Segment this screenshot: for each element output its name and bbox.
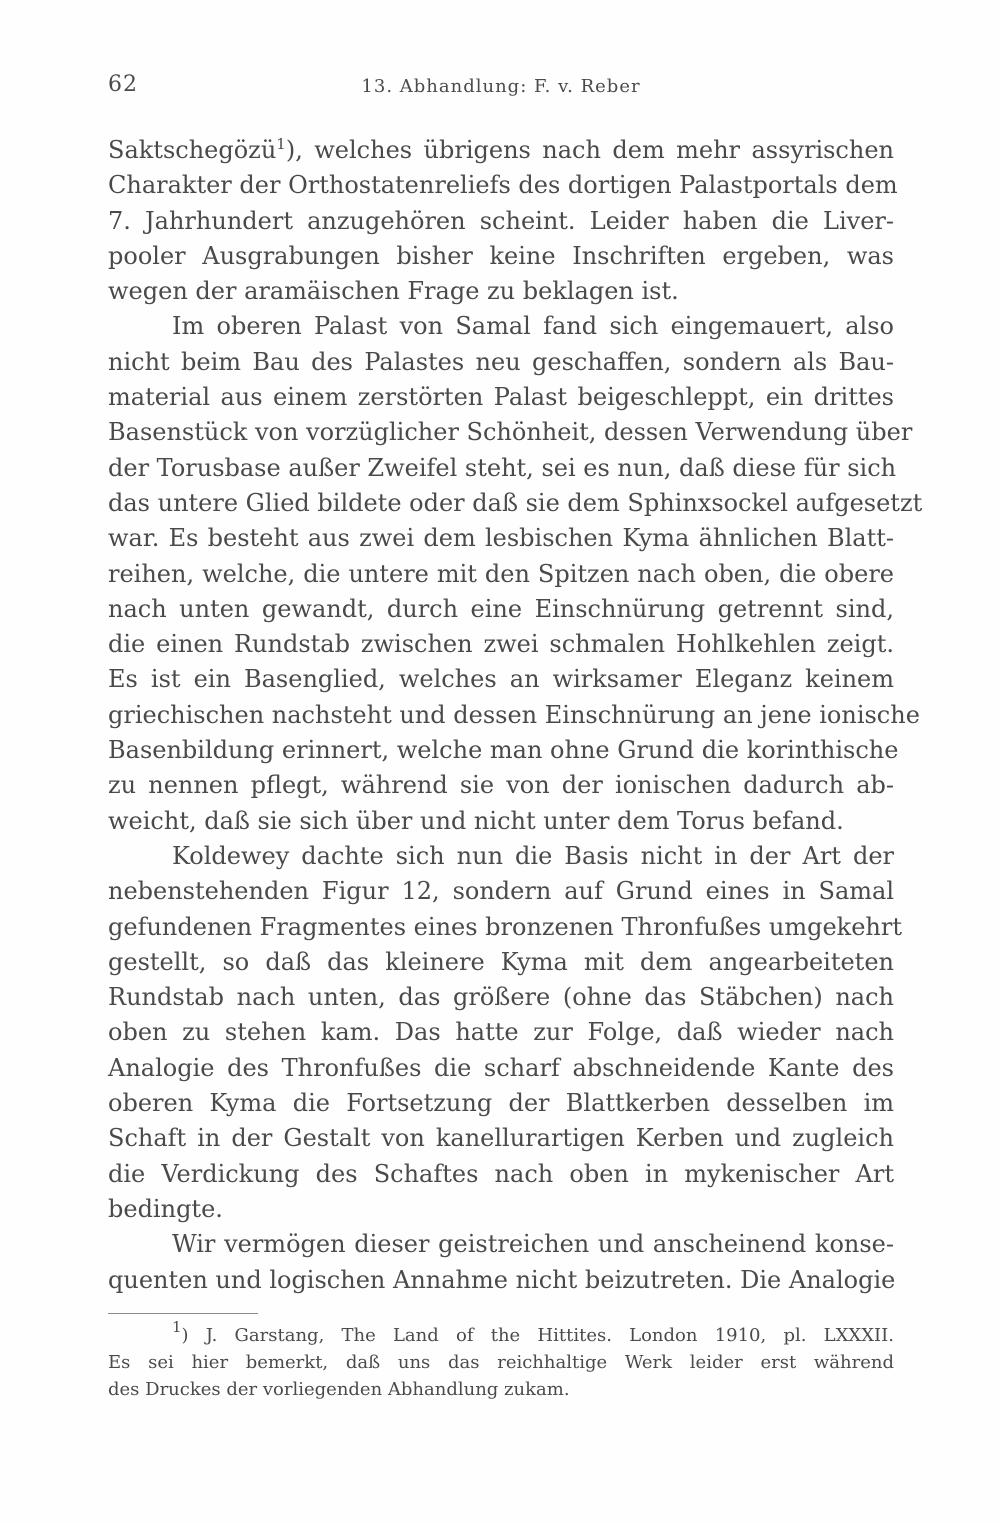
- text-line: reihen, welche, die untere mit den Spitzen nach oben, die obere: [108, 559, 894, 588]
- text-line: nebenstehenden Figur 12, sondern auf Grund eines in Samal: [108, 877, 894, 906]
- text-line: gestellt, so daß das kleinere Kyma mit dem angearbeiteten: [108, 947, 894, 976]
- page-number: 62: [108, 72, 138, 97]
- text-line: zu nennen pflegt, während sie von der ionischen dadurch ab-: [108, 771, 894, 800]
- text-line: Basenbildung erinnert, welche man ohne Grund die korinthische: [108, 736, 899, 765]
- text-line: nach unten gewandt, durch eine Einschnürung getrennt sind,: [108, 594, 894, 623]
- footnote-marker: 1: [172, 1318, 182, 1336]
- text-line: weicht, daß sie sich über und nicht unter dem Torus befand.: [108, 806, 844, 835]
- text-line: quenten und logischen Annahme nicht beizutreten. Die Analogie: [108, 1265, 896, 1294]
- footnote-line: Es sei hier bemerkt, daß uns das reichhaltige Werk leider erst während: [108, 1352, 894, 1373]
- text-line: [108, 133, 894, 168]
- text-line: Schaft in der Gestalt von kanellurartigen Kerben und zugleich: [108, 1124, 894, 1153]
- text-line: der Torusbase außer Zweifel steht, sei es nun, daß diese für sich: [108, 453, 897, 482]
- text-line: das untere Glied bildete oder daß sie dem Sphinxsockel aufgesetzt: [108, 488, 923, 517]
- text-line-rest: ), welches übrigens nach dem mehr assyrischen: [285, 136, 894, 164]
- text-line-start: Saktschegözü: [108, 136, 277, 164]
- text-line: die einen Rundstab zwischen zwei schmalen Hohlkehlen zeigt.: [108, 630, 894, 659]
- text-line: Rundstab nach unten, das größere (ohne das Stäbchen) nach: [108, 983, 894, 1012]
- running-header: [108, 72, 894, 106]
- footnote-line: [108, 1318, 894, 1349]
- text-line: griechischen nachsteht und dessen Einschnürung an jene ionische: [108, 700, 920, 729]
- footnotes: [108, 1318, 894, 1403]
- text-line: Es ist ein Basenglied, welches an wirksamer Eleganz keinem: [108, 665, 894, 694]
- text-line: material aus einem zerstörten Palast beigeschleppt, ein drittes: [108, 383, 894, 412]
- text-line: 7. Jahrhundert anzugehören scheint. Leider haben die Liver-: [108, 206, 894, 235]
- text-line: oben zu stehen kam. Das hatte zur Folge, daß wieder nach: [108, 1018, 894, 1047]
- paragraph-start-line: Koldewey dachte sich nun die Basis nicht in der Art der: [172, 841, 894, 870]
- text-line: wegen der aramäischen Frage zu beklagen ist.: [108, 277, 679, 306]
- text-line: gefundenen Fragmentes eines bronzenen Thronfußes umgekehrt: [108, 912, 902, 941]
- text-line: bedingte.: [108, 1194, 223, 1223]
- body-text: [108, 133, 923, 1298]
- text-line: Analogie des Thronfußes die scharf abschneidende Kante des: [108, 1053, 894, 1082]
- footnote-divider: [108, 1313, 258, 1314]
- text-line: nicht beim Bau des Palastes neu geschaffen, sondern als Bau-: [108, 347, 894, 376]
- text-line: war. Es besteht aus zwei dem lesbischen Kyma ähnlichen Blatt-: [108, 524, 894, 553]
- footnote-text: ) J. Garstang, The Land of the Hittites. London 1910, pl. LXXXII.: [181, 1325, 894, 1346]
- text-line: pooler Ausgrabungen bisher keine Inschriften ergeben, was: [108, 241, 894, 270]
- text-line: die Verdickung des Schaftes nach oben in mykenischer Art: [108, 1159, 894, 1188]
- paragraph-start-line: Wir vermögen dieser geistreichen und anscheinend konse-: [172, 1230, 894, 1259]
- text-line: Charakter der Orthostatenreliefs des dortigen Palastportals dem: [108, 171, 898, 200]
- text-line: Basenstück von vorzüglicher Schönheit, dessen Verwendung über: [108, 418, 913, 447]
- text-line: oberen Kyma die Fortsetzung der Blattkerben desselben im: [108, 1089, 894, 1118]
- footnote-line: des Druckes der vorliegenden Abhandlung zukam.: [108, 1379, 570, 1400]
- header-title: 13. Abhandlung: F. v. Reber: [361, 76, 641, 97]
- footnote-reference: 1: [276, 135, 286, 153]
- paragraph-start-line: Im oberen Palast von Samal fand sich eingemauert, also: [172, 312, 894, 341]
